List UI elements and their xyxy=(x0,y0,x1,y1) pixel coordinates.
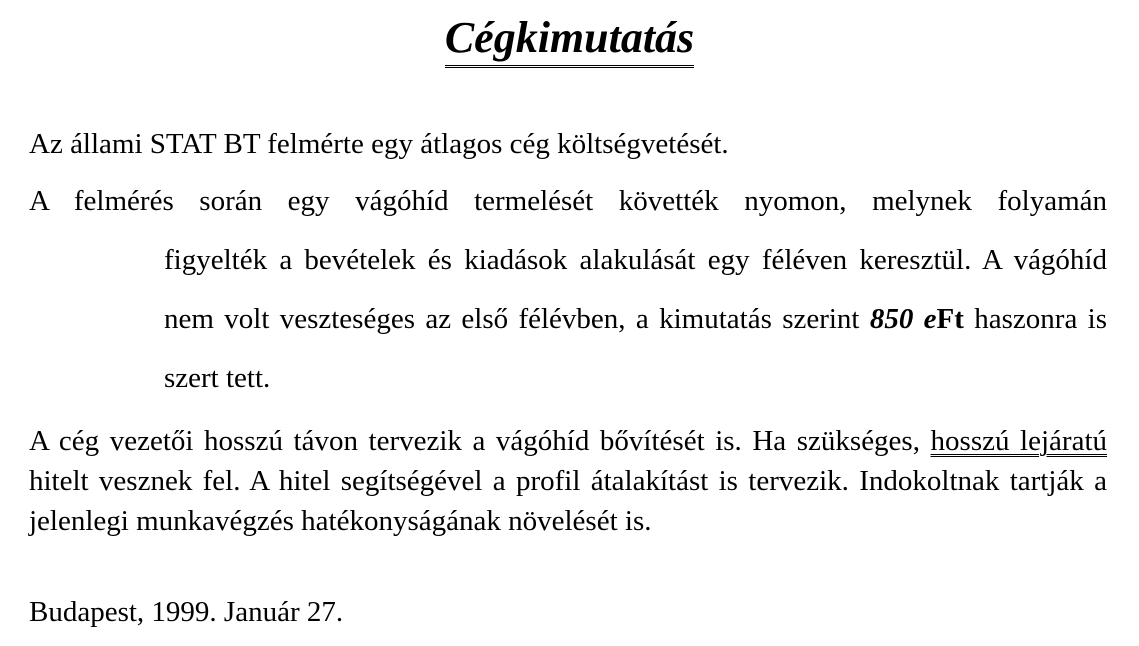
document-title-text: Cégkimutatás xyxy=(445,11,694,68)
paragraph-survey-text: figyelték a bevételek és kiadások alakulását egy féléven keresztül. A vágóhíd nem volt veszteséges az első félévben, a kimutatás szerint xyxy=(164,244,1107,335)
place-and-date: Budapest, 1999. Január 27. xyxy=(29,596,344,628)
paragraph-survey xyxy=(29,172,1107,408)
document-title xyxy=(0,10,1139,68)
profit-unit-prefix: e xyxy=(923,303,937,335)
paragraph-intro: Az állami STAT BT felmérte egy átlagos cég költségvetését. xyxy=(29,128,729,160)
paragraph-survey-first-line: A felmérés során egy vágóhíd termelését követték nyomon, melynek folyamán xyxy=(29,185,1107,217)
paragraph-plans-start: A cég vezetői hosszú távon tervezik a vágóhíd bővítését is. Ha szükséges, xyxy=(29,425,931,457)
paragraph-survey-ending: haszonra is szert tett. xyxy=(164,303,1107,394)
profit-space xyxy=(913,303,923,335)
long-term-loan-term: hosszú lejáratú xyxy=(930,425,1108,457)
paragraph-survey-body xyxy=(29,231,1107,408)
profit-amount: 850 xyxy=(869,303,914,335)
profit-unit-currency: Ft xyxy=(936,303,964,335)
paragraph-plans xyxy=(29,421,1107,541)
paragraph-plans-end: hitelt vesznek fel. A hitel segítségével a profil átalakítást is tervezik. Indokoltnak tartják a jelenlegi munkavégzés hatékonyságának növelését is. xyxy=(29,465,1107,537)
